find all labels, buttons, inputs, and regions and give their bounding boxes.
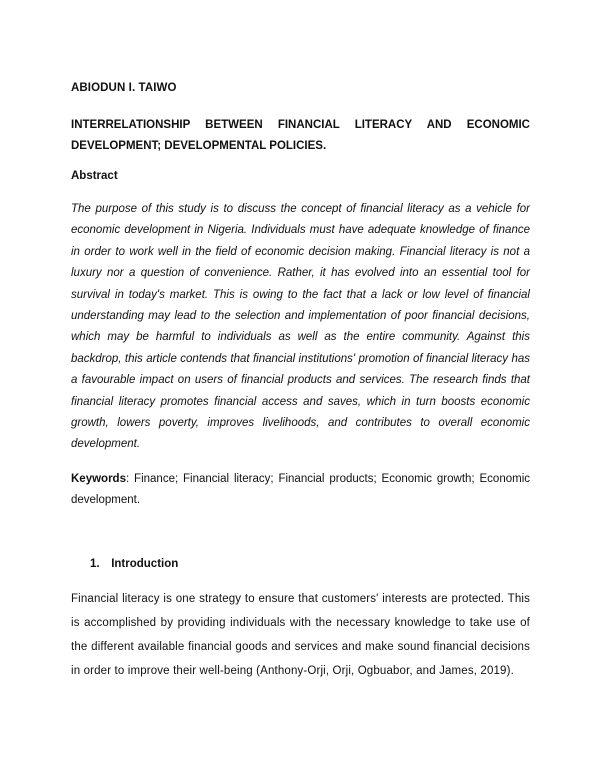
paper-title: INTERRELATIONSHIP BETWEEN FINANCIAL LITERACY AND ECONOMIC DEVELOPMENT; DEVELOPMENTAL POLICIES.: [71, 119, 530, 152]
keywords-text: : Finance; Financial literacy; Financial products; Economic growth; Economic development.: [71, 473, 530, 506]
section-title: Introduction: [111, 558, 179, 570]
keywords-paragraph: [71, 469, 530, 511]
abstract-text: The purpose of this study is to discuss the concept of financial literacy as a vehicle for economic development in Nigeria. Individuals must have adequate knowledge of finance in order to work well in the field of economic decision making. Financial literacy is not a luxury nor a question of convenience. Rather, it has evolved into an essential tool for survival in today's market. This is owing to the fact that a lack or low level of financial understanding may lead to the selection and implementation of poor financial decisions, which may be harmful to individuals as well as the entire community. Against this backdrop, this article contends that financial institutions' promotion of financial literacy has a favourable impact on users of financial products and services. The research finds that financial literacy promotes financial access and saves, which in turn boosts economic growth, lowers poverty, improves livelihoods, and contributes to overall economic development.: [71, 203, 530, 451]
introduction-text: Financial literacy is one strategy to ensure that customers' interests are protected. This is accomplished by providing individuals with the necessary knowledge to take use of the different available financial goods and services and make sound financial decisions in order to improve their well-being (Anthony-Orji, Orji, Ogbuabor, and James, 2019).: [71, 593, 530, 677]
section-number: 1.: [90, 558, 100, 570]
section-heading-introduction: [90, 558, 178, 570]
abstract-heading: Abstract: [71, 170, 118, 182]
keywords-label: Keywords: [71, 473, 126, 485]
author-name: ABIODUN I. TAIWO: [71, 82, 177, 94]
